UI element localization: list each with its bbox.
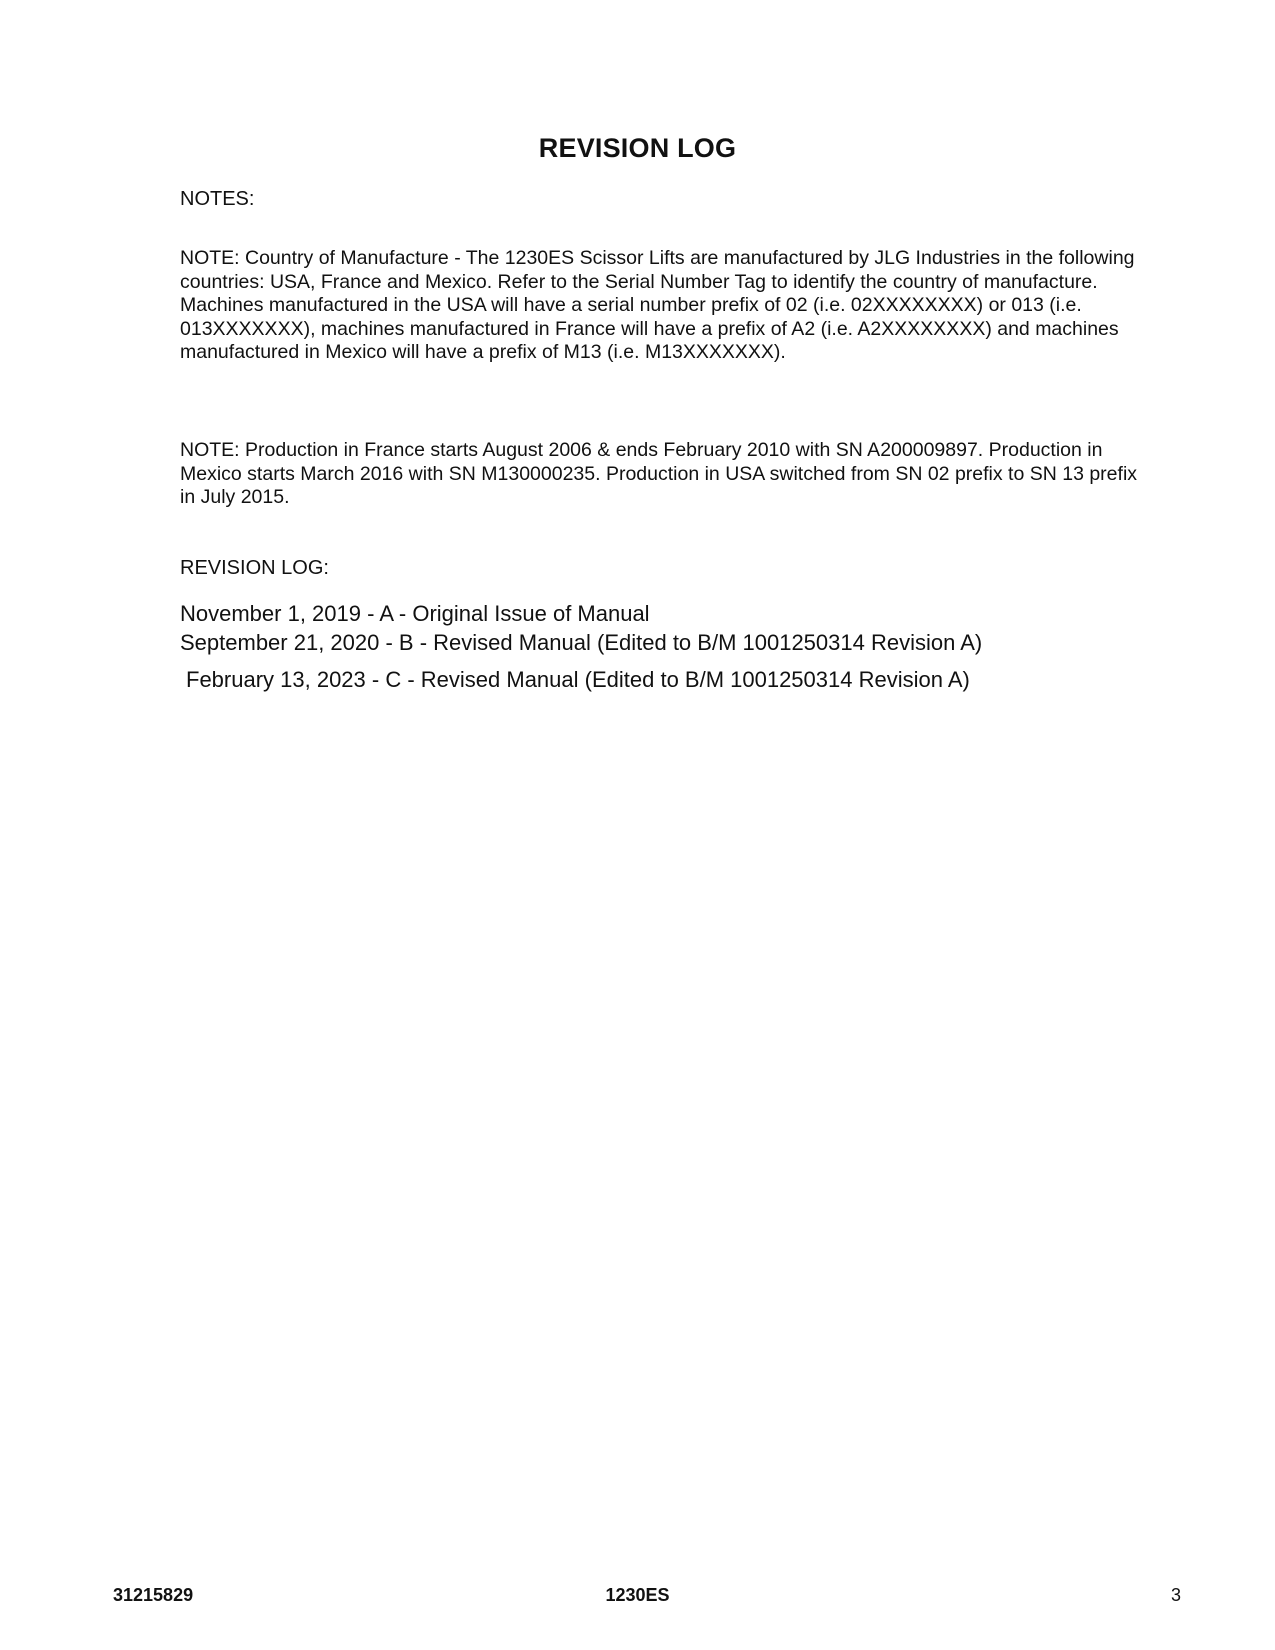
notes-label: NOTES:: [180, 188, 255, 210]
note-production-dates: NOTE: Production in France starts August 2006 & ends February 2010 with SN A200009897. Production in Mexico starts March 2016 with SN M130000235. Production in USA switched from SN 02 prefix to SN 13 prefix in July 2015.: [180, 439, 1138, 508]
footer-page-number: 3: [1170, 1585, 1181, 1605]
revision-entry-b: September 21, 2020 - B - Revised Manual (Edited to B/M 1001250314 Revision A): [180, 630, 983, 655]
revision-log-label: REVISION LOG:: [180, 557, 329, 579]
note-country-of-manufacture: NOTE: Country of Manufacture - The 1230ES Scissor Lifts are manufactured by JLG Industries in the following countries: USA, France and Mexico. Refer to the Serial Number Tag to identify the country of manufacture. Machines manufactured in the USA will have a serial number prefix of 02 (i.e. 02XXXXXXXX) or 013 (i.e. 013XXXXXXX), machines manufactured in France will have a prefix of A2 (i.e. A2XXXXXXXX) and machines manufactured in Mexico will have a prefix of M13 (i.e. M13XXXXXXX).: [180, 247, 1135, 363]
revision-entry-a: November 1, 2019 - A - Original Issue of Manual: [180, 601, 650, 626]
page-title: REVISION LOG: [538, 133, 737, 163]
revision-entry-c: February 13, 2023 - C - Revised Manual (Edited to B/M 1001250314 Revision A): [186, 667, 970, 692]
footer-document-number: 31215829: [113, 1585, 194, 1605]
footer-model: 1230ES: [605, 1585, 670, 1605]
